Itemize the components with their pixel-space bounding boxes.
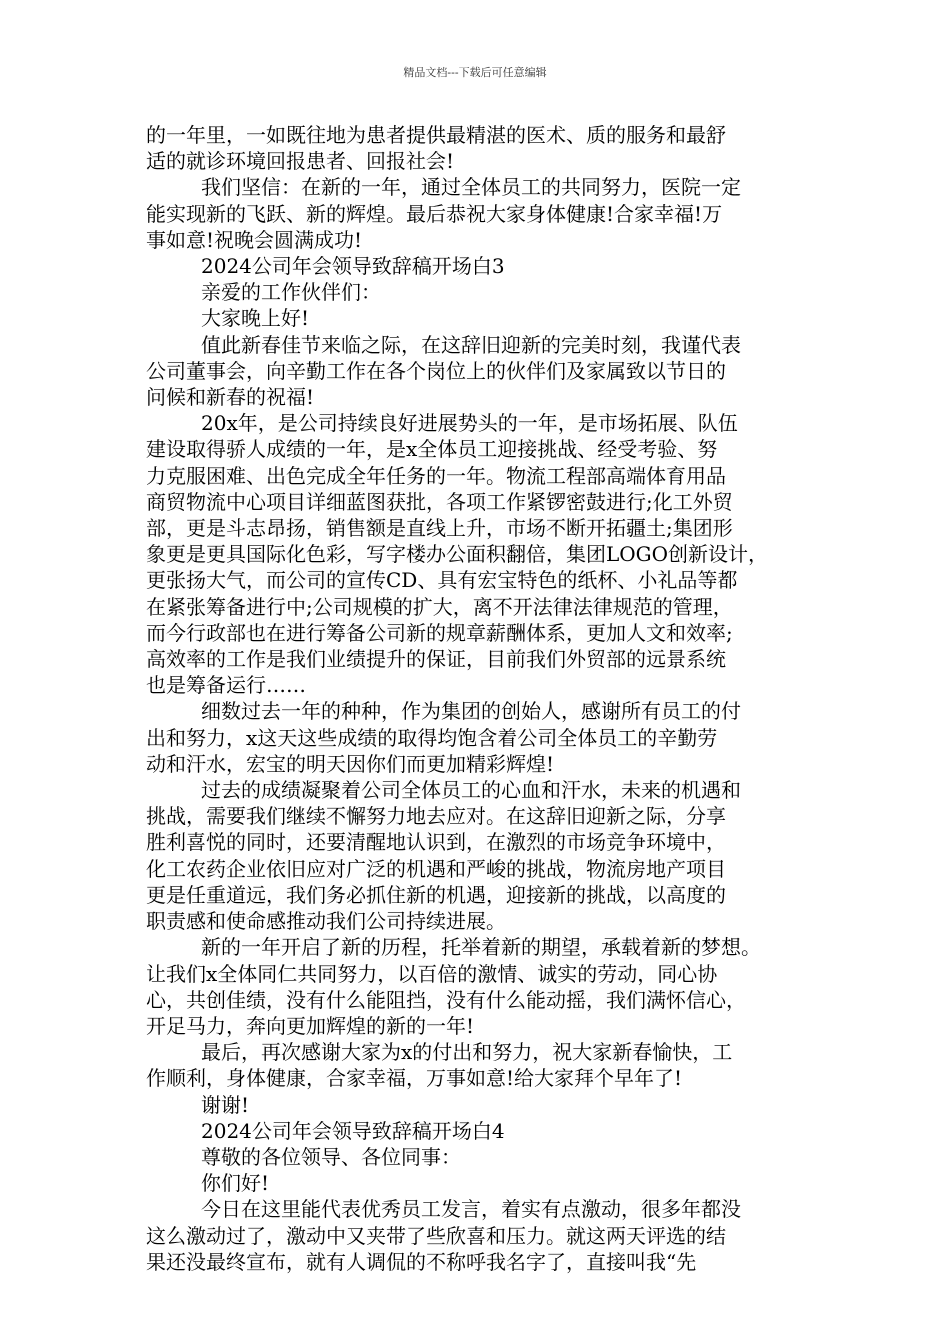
text-line: 20x年，是公司持续良好进展势头的一年，是市场拓展、队伍 — [201, 411, 738, 436]
text-line: 这么激动过了，激动中又夹带了些欣喜和压力。就这两天评选的结 — [146, 1223, 726, 1248]
text-line: 心，共创佳绩，没有什么能阻挡，没有什么能动摇，我们满怀信心， — [146, 987, 746, 1012]
text-line: 2024公司年会领导致辞稿开场白3 — [201, 254, 505, 279]
text-line: 更张扬大气，而公司的宣传CD、具有宏宝特色的纸杯、小礼品等都 — [146, 568, 738, 593]
text-line: 公司董事会，向辛勤工作在各个岗位上的伙伴们及家属致以节日的 — [146, 358, 726, 383]
text-line: 而今行政部也在进行筹备公司新的规章薪酬体系，更加人文和效率; — [146, 620, 733, 645]
text-line: 能实现新的飞跃、新的辉煌。最后恭祝大家身体健康!合家幸福!万 — [146, 201, 723, 226]
text-line: 细数过去一年的种种，作为集团的创始人，感谢所有员工的付 — [201, 699, 741, 724]
text-line: 最后，再次感谢大家为x的付出和努力，祝大家新春愉快，工 — [201, 1040, 733, 1065]
text-line: 商贸物流中心项目详细蓝图获批，各项工作紧锣密鼓进行;化工外贸 — [146, 489, 733, 514]
text-line: 我们坚信：在新的一年，通过全体员工的共同努力，医院一定 — [201, 175, 741, 200]
text-line: 出和努力，x这天这些成绩的取得均饱含着公司全体员工的辛勤劳 — [146, 725, 718, 750]
text-line: 的一年里，一如既往地为患者提供最精湛的医术、质的服务和最舒 — [146, 123, 726, 147]
text-line: 高效率的工作是我们业绩提升的保证，目前我们外贸部的远景系统 — [146, 647, 726, 672]
text-line: 值此新春佳节来临之际，在这辞旧迎新的完美时刻，我谨代表 — [201, 332, 741, 357]
text-line: 开足马力，奔向更加辉煌的新的一年! — [146, 1013, 475, 1038]
text-line: 更是任重道远，我们务必抓住新的机遇，迎接新的挑战，以高度的 — [146, 882, 726, 907]
text-line: 在紧张筹备进行中;公司规模的扩大，离不开法律法律规范的管理， — [146, 594, 733, 619]
text-line: 作顺利，身体健康，合家幸福，万事如意!给大家拜个早年了! — [146, 1066, 683, 1091]
text-line: 适的就诊环境回报患者、回报社会! — [146, 149, 455, 174]
text-line: 让我们x全体同仁共同努力，以百倍的激情、诚实的劳动，同心协 — [146, 961, 718, 986]
text-line: 力克服困难、出色完成全年任务的一年。物流工程部高端体育用品 — [146, 463, 726, 488]
text-line: 问候和新春的祝福! — [146, 385, 315, 410]
text-line: 事如意!祝晚会圆满成功! — [146, 227, 363, 252]
text-line: 2024公司年会领导致辞稿开场白4 — [201, 1118, 505, 1143]
page-header: 精品文档---下载后可任意编辑 — [403, 66, 547, 79]
text-line: 动和汗水，宏宝的明天因你们而更加精彩辉煌! — [146, 751, 555, 776]
text-line: 新的一年开启了新的历程，托举着新的期望，承载着新的梦想。 — [201, 935, 761, 960]
text-line: 胜利喜悦的同时，还要清醒地认识到，在激烈的市场竞争环境中， — [146, 830, 726, 855]
text-line: 象更是更具国际化色彩，写字楼办公面积翻倍，集团LOGO创新设计， — [146, 542, 769, 567]
text-line: 挑战，需要我们继续不懈努力地去应对。在这辞旧迎新之际，分享 — [146, 804, 726, 829]
text-line: 今日在这里能代表优秀员工发言，着实有点激动，很多年都没 — [201, 1197, 741, 1222]
text-line: 建设取得骄人成绩的一年，是x全体员工迎接挑战、经受考验、努 — [146, 437, 718, 462]
text-line: 果还没最终宣布，就有人调侃的不称呼我名字了，直接叫我“先 — [146, 1249, 697, 1274]
text-line: 过去的成绩凝聚着公司全体员工的心血和汗水，未来的机遇和 — [201, 778, 741, 803]
text-line: 化工农药企业依旧应对广泛的机遇和严峻的挑战，物流房地产项目 — [146, 856, 726, 881]
text-line: 职责感和使命感推动我们公司持续进展。 — [146, 909, 506, 934]
document-body — [146, 122, 826, 1275]
text-line: 你们好! — [201, 1171, 270, 1196]
text-line: 谢谢! — [201, 1092, 250, 1117]
text-line: 部，更是斗志昂扬，销售额是直线上升，市场不断开拓疆土;集团形 — [146, 516, 733, 541]
text-line: 也是筹备运行…… — [146, 673, 306, 698]
text-line: 尊敬的各位领导、各位同事： — [201, 1144, 461, 1169]
text-line: 亲爱的工作伙伴们： — [201, 280, 381, 305]
text-line: 大家晚上好! — [201, 306, 310, 331]
